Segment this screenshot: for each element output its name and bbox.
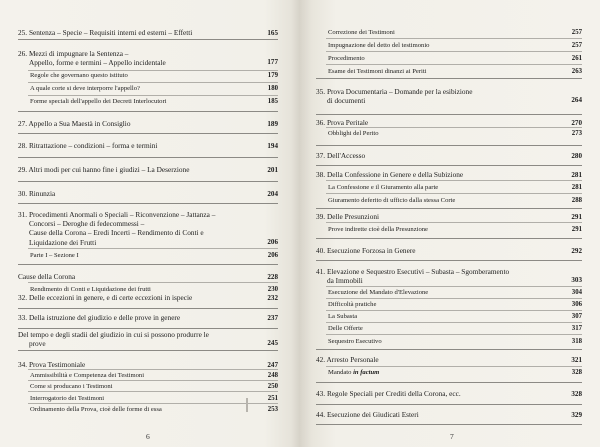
toc-subentry-label: Mandato in factum — [328, 369, 380, 376]
toc-divider — [28, 82, 278, 83]
toc-entry: Del tempo e degli stadii del giudizio in cui si possono produrre le prove 245 — [18, 330, 278, 349]
toc-entry: 29. Altri modi per cui hanno fine i giudizi – La Deserzione 201 — [18, 165, 278, 174]
toc-section — [316, 60, 582, 79]
toc-subentry: Giuramento deferito di ufficio dalla stessa Corte 288 — [328, 197, 582, 204]
toc-divider — [28, 403, 278, 404]
toc-divider — [28, 282, 278, 283]
toc-subentry: Forme speciali dell'appello dei Decreti Interlocutori 185 — [30, 98, 278, 105]
toc-subentry: Procedimento 261 — [328, 55, 582, 62]
toc-subentry: Mandato in factum 328 — [316, 368, 582, 377]
toc-subentry: Regole che governano questo istituto 179 — [30, 72, 278, 79]
pencil-mark — [246, 398, 248, 412]
toc-entry: 34. Prova Testimoniale 247 — [18, 360, 278, 369]
toc-divider — [28, 380, 278, 381]
toc-divider — [326, 193, 582, 194]
toc-divider — [28, 391, 278, 392]
toc-entry: 27. Appello a Sua Maestà in Consiglio 189 — [18, 119, 278, 128]
toc-subentry: A quale corte si deve interporre l'appello? 180 — [30, 85, 278, 92]
toc-entry: 41. Elevazione e Sequestro Esecutivi – Subasta – Sgomberamento da Immobili 303 — [316, 267, 582, 286]
toc-entry: 42. Arresto Personale 321 — [316, 355, 582, 364]
toc-divider — [326, 180, 582, 181]
toc-subentry: Sequestro Esecutivo 318 — [328, 338, 582, 345]
toc-subentry: Impugnazione del detto del testimonio 257 — [328, 42, 582, 49]
toc-entry: 33. Della istruzione del giudizio e delle prove in genere 237 — [18, 313, 278, 322]
toc-divider — [28, 248, 278, 249]
toc-entry: 25. Sentenza – Specie – Requisiti interni ed esterni – Effetti 165 — [18, 28, 278, 37]
toc-subentry: Ammissibilità e Competenza dei Testimoni 248 — [30, 372, 278, 379]
toc-entry: 39. Delle Presunzioni 291 — [316, 212, 582, 221]
toc-subentry: Esame dei Testimoni dinanzi ai Periti 263 — [328, 68, 582, 75]
toc-entry: 38. Della Confessione in Genere e della Subizione 281 — [316, 170, 582, 179]
toc-divider — [326, 286, 582, 287]
toc-subentry: Prove indirette cioè della Presunzione 291 — [328, 226, 582, 233]
toc-subentry: Ordinamento della Prova, cioè delle forme di essa 253 — [30, 406, 278, 413]
toc-subentry: Rendimento di Conti e Liquidazione dei frutti 230 — [30, 286, 278, 293]
toc-divider — [326, 51, 582, 52]
page-number: 6 — [146, 432, 150, 441]
toc-subentry: La Confessione e il Giuramento alla parte 281 — [328, 184, 582, 191]
toc-divider — [326, 310, 582, 311]
toc-divider — [326, 366, 582, 367]
toc-entry: 37. Dell'Accesso 280 — [316, 151, 582, 160]
toc-entry: 32. Delle eccezioni in genere, e di certe eccezioni in ispecie 232 — [18, 293, 278, 302]
toc-subentry: Come si producano i Testimoni 250 — [30, 383, 278, 390]
toc-subentry: Interrogatorio dei Testimoni 251 — [30, 395, 278, 402]
toc-entry: 35. Prova Documentaria – Domande per la esibizione di documenti 264 — [316, 87, 582, 106]
toc-divider — [326, 222, 582, 223]
toc-entry: 26. Mezzi di impugnare la Sentenza – Appello, forme e termini – Appello incidentale 177 — [18, 49, 278, 68]
toc-entry: 30. Rinunzia 204 — [18, 189, 278, 198]
toc-entry: 40. Esecuzione Forzosa in Genere 292 — [316, 246, 582, 255]
toc-entry: 31. Procedimenti Anormali o Speciali – Riconvenzione – Jattanza – Concorsi – Deroghe di fedecommessi – Cause della Corona – Eredi Incerti – Rendimento di Conti e Liquidazione dei Frutti 206 — [18, 210, 278, 247]
toc-divider — [326, 127, 582, 128]
toc-subentry: Obblighi del Perito 273 — [328, 130, 582, 137]
toc-subentry: Parte I – Sezione I 206 — [30, 252, 278, 259]
toc-divider — [326, 38, 582, 39]
toc-entry: 44. Esecuzione dei Giudicati Esteri 329 — [316, 410, 582, 419]
toc-entry: 43. Regole Speciali per Crediti della Corona, ecc. 328 — [316, 389, 582, 398]
right-page — [300, 0, 600, 447]
toc-entry: Cause della Corona 228 — [18, 272, 278, 281]
toc-divider — [326, 334, 582, 335]
toc-subentry: Correzione dei Testimoni 257 — [328, 29, 582, 36]
toc-entry: 36. Prova Peritale 270 — [316, 118, 582, 127]
toc-subentry: Esecuzione del Mandato d'Elevazione 304 — [328, 289, 582, 296]
toc-divider — [28, 369, 278, 370]
toc-divider — [326, 298, 582, 299]
toc-divider — [326, 322, 582, 323]
toc-subentry: La Subasta 307 — [328, 313, 582, 320]
toc-subentry: Delle Offerte 317 — [328, 325, 582, 332]
toc-subentry: Difficoltà pratiche 306 — [328, 301, 582, 308]
toc-divider — [28, 95, 278, 96]
page-number: 7 — [450, 432, 454, 441]
toc-entry: 28. Ritrattazione – condizioni – forma e termini 194 — [18, 141, 278, 150]
